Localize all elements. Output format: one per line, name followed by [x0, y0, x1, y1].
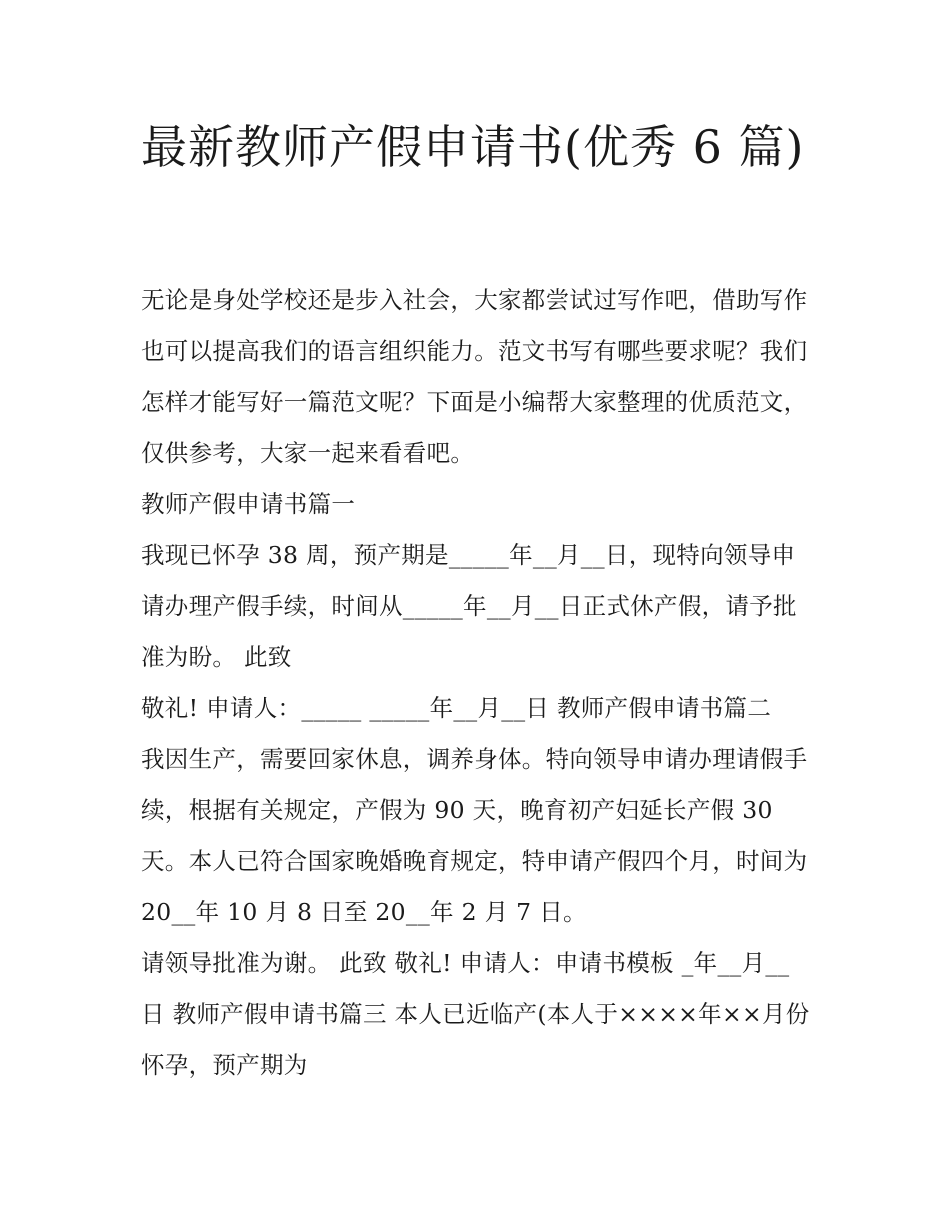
section-heading-1: 教师产假申请书篇一: [141, 490, 356, 518]
section-2-body: 我因生产，需要回家休息，调养身体。特向领导申请办理请假手续，根据有关规定，产假为 90 天，晚育初产妇延长产假 30 天。本人已符合国家晚婚晚育规定，特申请产假四个月，时间为 20__年 10 月 8 日至 20__年 2 月 7 日。: [141, 745, 808, 926]
section-2-closing: 请领导批准为谢。 此致 敬礼! 申请人：申请书模板 _年__月__日 教师产假申请书篇三 本人已近临产(本人于××××年××月份怀孕，预产期为: [141, 949, 810, 1079]
intro-paragraph: 无论是身处学校还是步入社会，大家都尝试过写作吧，借助写作也可以提高我们的语言组织能力。范文书写有哪些要求呢？我们怎样才能写好一篇范文呢？下面是小编帮大家整理的优质范文，仅供参考，大家一起来看看吧。: [141, 286, 808, 467]
section-1-closing: 敬礼! 申请人：_____ _____年__月__日 教师产假申请书篇二: [141, 694, 772, 722]
document-title: 最新教师产假申请书(优秀 6 篇): [141, 120, 805, 174]
document-body: [141, 275, 813, 1091]
section-1-body: 我现已怀孕 38 周，预产期是_____年__月__日，现特向领导申请办理产假手续，时间从_____年__月__日正式休产假，请予批准为盼。 此致: [141, 541, 797, 671]
